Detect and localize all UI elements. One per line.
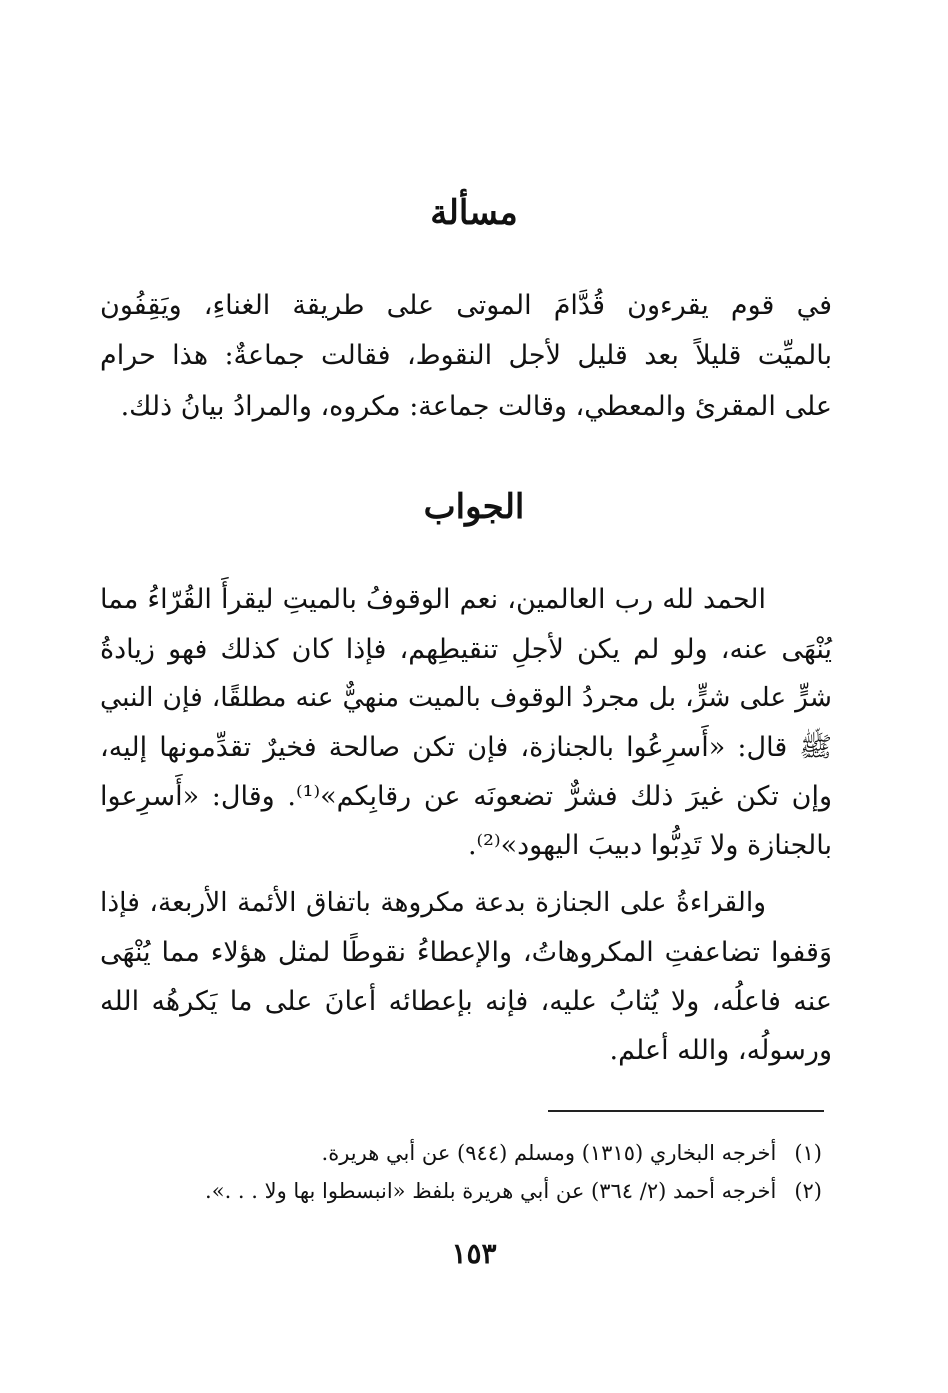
answer-p1-line-4: ﷺ قال: «أَسرِعُوا بالجنازة، فإن تكن صالحة فخيرٌ تقدِّمونها إليه، xyxy=(100,732,832,763)
answer-p2-line-2: وَقفوا تضاعفتِ المكروهاتُ، والإعطاءُ نقوطًا لمثل هؤلاء مما يُنْهَى xyxy=(100,937,832,968)
footnote-2-text: أخرجه أحمد (٢/ ٣٦٤) عن أبي هريرة بلفظ «انبسطوا بها ولا . . .». xyxy=(205,1179,777,1203)
answer-p1-line-1: الحمد لله رب العالمين، نعم الوقوفُ بالميتِ ليقرأَ القُرّاءُ مما xyxy=(100,584,766,615)
answer-heading: الجواب xyxy=(423,487,525,527)
question-line-2: بالميِّت قليلاً بعد قليل لأجل النقوط، فقالت جماعةٌ: هذا حرام xyxy=(100,340,832,371)
footnote-1-number: (١) xyxy=(794,1141,822,1165)
answer-p2-line-1: والقراءةُ على الجنازة بدعة مكروهة باتفاق الأئمة الأربعة، فإذا xyxy=(100,887,766,918)
answer-p2-line-3: عنه فاعلُه، ولا يُثابُ عليه، فإنه بإعطائه أعانَ على ما يَكرهُه الله xyxy=(100,986,832,1017)
answer-p1-line-6: بالجنازة ولا تَدِبُّوا دبيبَ اليهود»⁽²⁾. xyxy=(467,830,832,861)
question-heading: مسألة xyxy=(430,193,518,233)
question-line-3: على المقرئ والمعطي، وقالت جماعة: مكروه، والمرادُ بيانُ ذلك. xyxy=(120,391,832,422)
footnote-1 xyxy=(322,1143,822,1164)
footnote-separator xyxy=(548,1110,824,1112)
page-number: ١٥٣ xyxy=(451,1237,497,1270)
answer-p2-line-4: ورسولُه، والله أعلم. xyxy=(609,1035,832,1066)
answer-p1-line-3: شرٍّ على شرٍّ، بل مجردُ الوقوف بالميت منهيٌّ عنه مطلقًا، فإن النبي xyxy=(100,682,832,713)
footnote-1-text: أخرجه البخاري (١٣١٥) ومسلم (٩٤٤) عن أبي هريرة. xyxy=(321,1141,777,1165)
footnote-2-number: (٢) xyxy=(794,1179,822,1203)
answer-p1-line-5: وإن تكن غيرَ ذلك فشرٌّ تضعونَه عن رقابِكم»⁽¹⁾. وقال: «أَسرِعوا xyxy=(100,781,832,812)
question-line-1: في قوم يقرءون قُدَّامَ الموتى على طريقة الغناءِ، ويَقِفُون xyxy=(100,290,832,321)
footnote-2 xyxy=(205,1181,822,1202)
answer-p1-line-2: يُنْهَى عنه، ولو لم يكن لأجلِ تنقيطِهم، فإذا كان كذلك فهو زيادةُ xyxy=(100,634,832,665)
